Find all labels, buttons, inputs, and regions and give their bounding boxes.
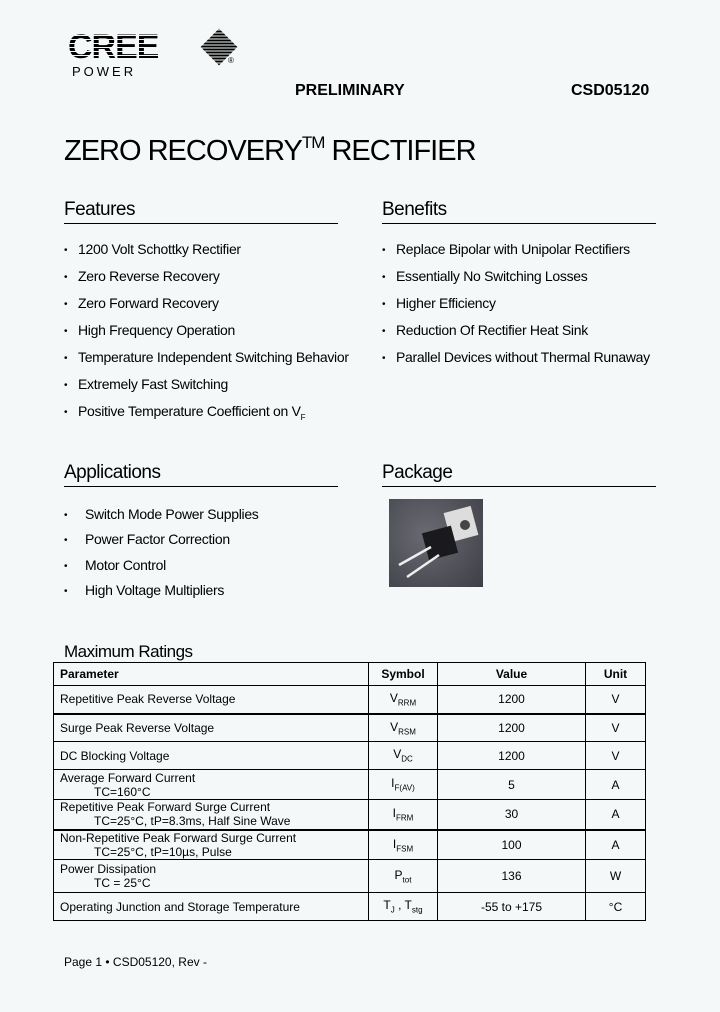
parameter-name: Surge Peak Reverse Voltage xyxy=(60,720,215,735)
bullet-icon: • xyxy=(382,245,386,256)
parameter-cell xyxy=(54,860,369,893)
item-text: Positive Temperature Coefficient on V xyxy=(78,403,301,419)
list-item xyxy=(382,322,650,349)
list-item xyxy=(64,582,259,607)
bullet-icon: • xyxy=(64,380,68,391)
list-item xyxy=(64,349,349,376)
benefits-heading: Benefits xyxy=(382,199,656,224)
logo-subtitle: POWER xyxy=(72,64,137,79)
item-text: High Voltage Multipliers xyxy=(85,581,225,598)
features-list xyxy=(64,241,349,430)
list-item xyxy=(64,506,259,531)
table-row xyxy=(54,893,646,921)
item-text: Parallel Devices without Thermal Runaway xyxy=(396,349,650,365)
table-row xyxy=(54,686,646,714)
symbol: I xyxy=(391,776,395,791)
parameter-name: Repetitive Peak Forward Surge Current xyxy=(60,800,271,815)
list-item xyxy=(64,295,349,322)
symbol: I xyxy=(392,806,396,821)
symbol-sub: tot xyxy=(402,875,412,885)
package-heading: Package xyxy=(382,462,656,487)
part-number: CSD05120 xyxy=(571,82,650,99)
benefits-list xyxy=(382,241,650,376)
item-text: Essentially No Switching Losses xyxy=(396,268,588,284)
bullet-icon: • xyxy=(64,535,68,547)
page-title xyxy=(64,135,476,168)
bullet-icon: • xyxy=(64,245,68,256)
table-row xyxy=(54,860,646,893)
list-item xyxy=(64,557,259,582)
value-cell: -55 to +175 xyxy=(438,893,586,921)
symbol-sub: RRM xyxy=(397,698,417,708)
list-item xyxy=(64,403,349,430)
unit-cell: A xyxy=(586,830,646,860)
value-cell: 1200 xyxy=(438,742,586,770)
list-item xyxy=(382,349,650,376)
parameter-condition: TC=25°C, tP=8.3ms, Half Sine Wave xyxy=(94,814,291,829)
bullet-icon: • xyxy=(382,353,386,364)
parameter-name: DC Blocking Voltage xyxy=(60,748,170,763)
list-item xyxy=(382,241,650,268)
bullet-icon: • xyxy=(64,299,68,310)
bullet-icon: • xyxy=(64,585,68,597)
symbol: V xyxy=(389,691,398,706)
title-main: ZERO RECOVERY xyxy=(64,135,302,167)
parameter-name: Operating Junction and Storage Temperature xyxy=(60,899,300,914)
item-text: Extremely Fast Switching xyxy=(78,376,228,392)
symbol-cell xyxy=(369,860,438,893)
features-heading: Features xyxy=(64,199,338,224)
list-item xyxy=(382,268,650,295)
ratings-heading: Maximum Ratings xyxy=(64,642,193,661)
bullet-icon: • xyxy=(382,299,386,310)
parameter-condition: TC=160°C xyxy=(94,784,151,799)
bullet-icon: • xyxy=(64,510,68,521)
parameter-cell xyxy=(54,742,369,770)
parameter-cell xyxy=(54,830,369,860)
parameter-cell xyxy=(54,686,369,714)
page-footer: Page 1 • CSD05120, Rev - xyxy=(64,955,207,969)
symbol-cell xyxy=(369,714,438,742)
unit-cell: A xyxy=(586,800,646,830)
table-row xyxy=(54,714,646,742)
package-photo xyxy=(389,499,483,587)
col-unit: Unit xyxy=(586,663,646,686)
symbol-sub: FRM xyxy=(396,813,414,823)
symbol-cell xyxy=(369,893,438,921)
value-cell: 136 xyxy=(438,860,586,893)
symbol-sub: DC xyxy=(401,754,413,764)
applications-list xyxy=(64,506,259,607)
parameter-condition: TC = 25°C xyxy=(94,876,151,890)
list-item xyxy=(64,322,349,349)
subscript: F xyxy=(300,412,306,422)
list-item xyxy=(64,268,349,295)
unit-cell: A xyxy=(586,770,646,800)
preliminary-label: PRELIMINARY xyxy=(295,82,405,99)
bullet-icon: • xyxy=(64,272,68,283)
table-row xyxy=(54,800,646,830)
parameter-cell xyxy=(54,714,369,742)
col-symbol: Symbol xyxy=(369,663,438,686)
value-cell: 5 xyxy=(438,770,586,800)
symbol-cell xyxy=(369,770,438,800)
item-text: Replace Bipolar with Unipolar Rectifiers xyxy=(396,241,630,257)
item-text: Switch Mode Power Supplies xyxy=(85,506,259,522)
unit-cell: V xyxy=(586,714,646,742)
value-cell: 30 xyxy=(438,800,586,830)
parameter-name: Average Forward Current xyxy=(60,770,196,785)
parameter-cell xyxy=(54,770,369,800)
list-item xyxy=(64,376,349,403)
cree-logo xyxy=(68,30,238,80)
table-row xyxy=(54,830,646,860)
parameter-cell xyxy=(54,893,369,921)
list-item xyxy=(382,295,650,322)
maximum-ratings-table xyxy=(53,662,646,921)
list-item xyxy=(64,241,349,268)
logo-brand: CREE xyxy=(68,28,159,66)
table-row xyxy=(54,770,646,800)
value-cell: 1200 xyxy=(438,714,586,742)
symbol: V xyxy=(390,719,399,734)
symbol: V xyxy=(393,747,402,762)
symbol-sub: J xyxy=(390,905,395,915)
symbol-2: , T xyxy=(394,898,412,913)
value-cell: 1200 xyxy=(438,686,586,714)
item-text: Zero Reverse Recovery xyxy=(78,268,220,284)
bullet-icon: • xyxy=(64,407,68,418)
unit-cell: V xyxy=(586,742,646,770)
item-text: High Frequency Operation xyxy=(78,322,235,338)
bullet-icon: • xyxy=(64,326,68,337)
col-parameter: Parameter xyxy=(54,663,369,686)
parameter-name: Power Dissipation xyxy=(60,862,157,876)
trademark: TM xyxy=(301,133,325,152)
table-row xyxy=(54,742,646,770)
bullet-icon: • xyxy=(382,272,386,283)
item-text: Reduction Of Rectifier Heat Sink xyxy=(396,322,588,338)
symbol-sub: FSM xyxy=(396,843,414,853)
symbol: P xyxy=(394,867,403,882)
bullet-icon: • xyxy=(382,326,386,337)
title-rest: RECTIFIER xyxy=(324,135,476,167)
col-value: Value xyxy=(438,663,586,686)
bullet-icon: • xyxy=(64,560,68,572)
registered-mark: ® xyxy=(228,56,234,65)
item-text: 1200 Volt Schottky Rectifier xyxy=(78,241,241,257)
symbol-2-sub: stg xyxy=(411,905,423,915)
parameter-name: Repetitive Peak Reverse Voltage xyxy=(60,692,236,707)
item-text: Temperature Independent Switching Behavior xyxy=(78,349,349,365)
item-text: Power Factor Correction xyxy=(85,531,230,548)
unit-cell: W xyxy=(586,860,646,893)
item-text: Higher Efficiency xyxy=(396,295,496,311)
symbol: T xyxy=(383,898,391,913)
unit-cell: V xyxy=(586,686,646,714)
symbol-cell xyxy=(369,742,438,770)
bullet-icon: • xyxy=(64,353,68,364)
symbol-cell xyxy=(369,830,438,860)
symbol-sub: RSM xyxy=(398,726,416,736)
parameter-cell xyxy=(54,800,369,830)
applications-heading: Applications xyxy=(64,462,338,487)
symbol-cell xyxy=(369,686,438,714)
parameter-condition: TC=25°C, tP=10µs, Pulse xyxy=(94,844,232,859)
to220-package-image xyxy=(389,499,483,587)
unit-cell: °C xyxy=(586,893,646,921)
symbol: I xyxy=(392,836,397,851)
item-text: Zero Forward Recovery xyxy=(78,295,219,311)
item-text: Motor Control xyxy=(85,556,166,573)
list-item xyxy=(64,531,259,556)
parameter-name: Non-Repetitive Peak Forward Surge Current xyxy=(60,830,297,845)
symbol-sub: F(AV) xyxy=(394,783,415,793)
value-cell: 100 xyxy=(438,830,586,860)
symbol-cell xyxy=(369,800,438,830)
